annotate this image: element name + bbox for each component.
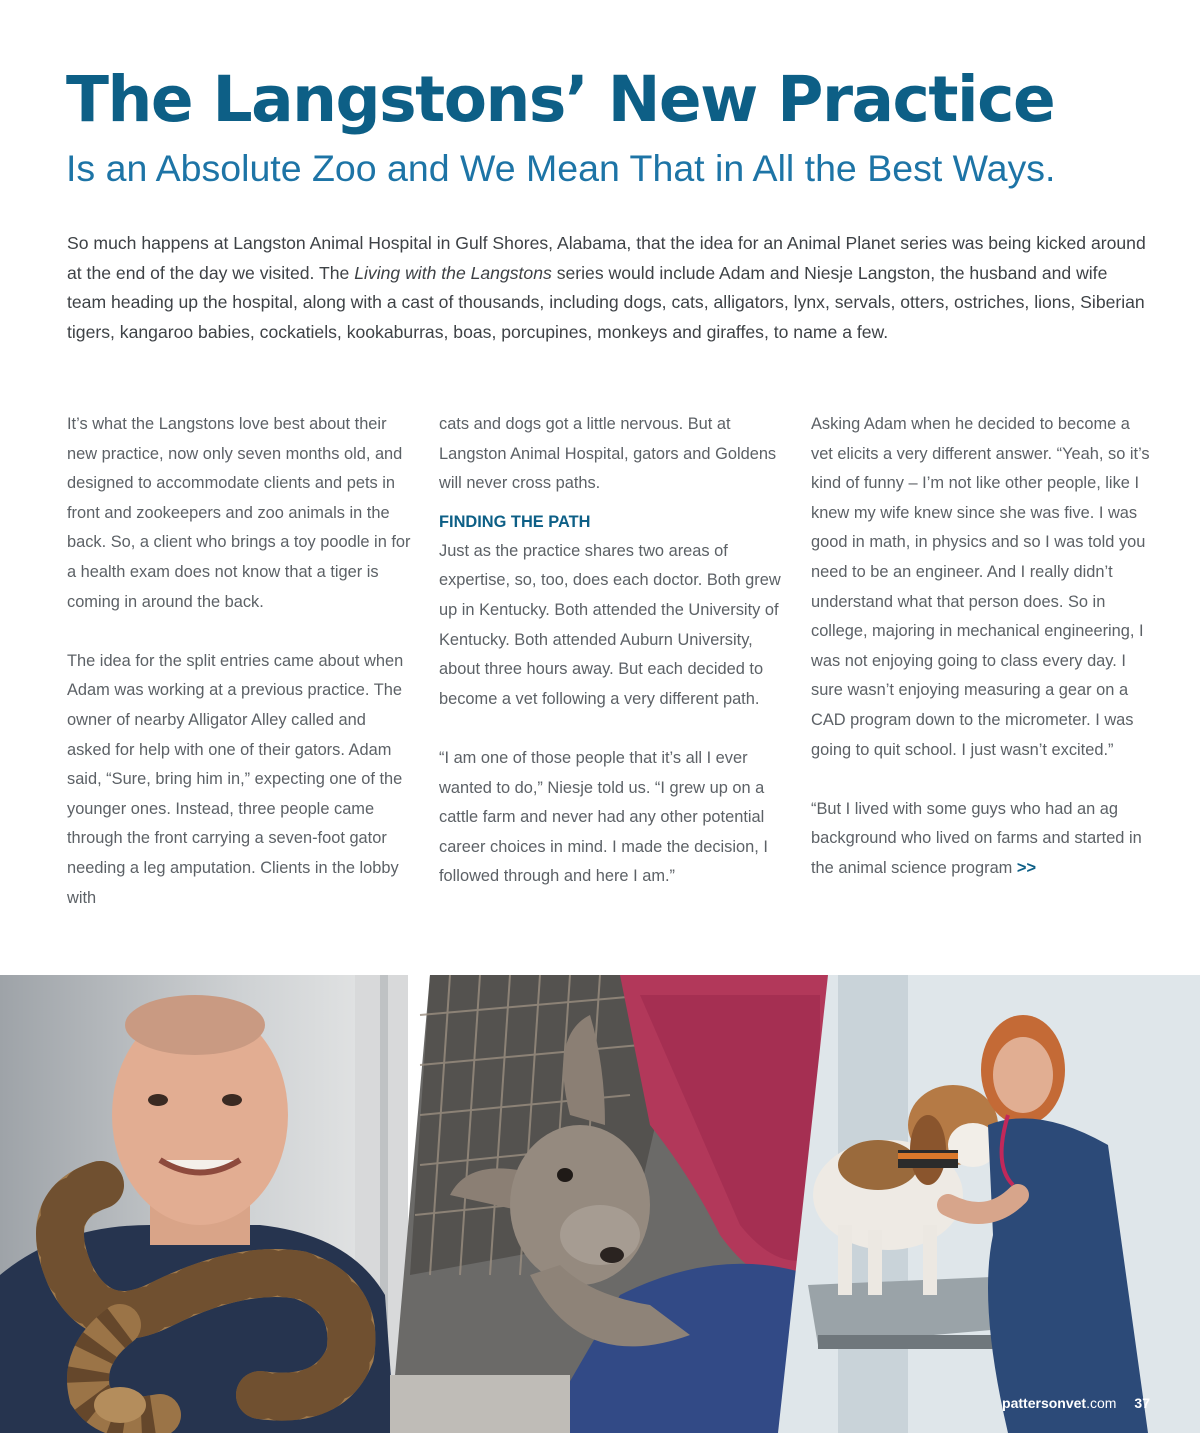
footer-site-bold: pattersonvet (1002, 1395, 1087, 1411)
photo-kangaroo-joey-image (390, 975, 830, 1433)
column-3-paragraph-2 (811, 795, 1156, 884)
column-3-paragraph-2-text: “But I lived with some guys who had an ag background who lived on farms and started in the animal science program (811, 799, 1142, 877)
article-column-3 (811, 410, 1156, 884)
photo-kangaroo-joey (390, 975, 830, 1433)
article-column-2 (439, 410, 784, 892)
column-1-paragraph-1: It’s what the Langstons love best about their new practice, now only seven months old, and designed to accommodate clients and pets in front and zookeepers and zoo animals in the back. So, a client who brings a toy poodle in for a health exam does not know that a tiger is coming in around the back. (67, 415, 411, 611)
column-2-paragraph-1: cats and dogs got a little nervous. But at Langston Animal Hospital, gators and Goldens will never cross paths. (439, 415, 777, 493)
footer-site (1002, 1395, 1116, 1411)
column-2-paragraph-2: Just as the practice shares two areas of expertise, so, too, does each doctor. Both grew up in Kentucky. Both attended the University of Kentucky. Both attended Auburn University, about three hours away. But each decided to become a vet following a very different path. (439, 541, 781, 708)
photo-man-with-snake-image (0, 975, 408, 1433)
photo-vet-with-dog-image (778, 975, 1200, 1433)
column-3-paragraph-1: Asking Adam when he decided to become a vet elicits a very different answer. “Yeah, so it’s kind of funny – I’m not like other people, like I knew my wife knew since she was five. I was good in math, in physics and so I was told you need to be an engineer. And I really didn’t understand what that person does. So in college, majoring in mechanical engineering, I was not enjoying going to class every day. I sure wasn’t enjoying measuring a gear on a CAD program down to the micrometer. I was going to quit school. I just wasn’t excited.” (811, 415, 1150, 759)
intro-paragraph (67, 229, 1147, 348)
page-number: 37 (1134, 1395, 1150, 1411)
article-subtitle: Is an Absolute Zoo and We Mean That in All the Best Ways. (66, 147, 1056, 189)
page-footer (1002, 1395, 1150, 1411)
article-title: The Langstons’ New Practice (66, 63, 1055, 136)
continue-arrow-marker: >> (1016, 858, 1037, 877)
photo-vet-with-dog (778, 975, 1200, 1433)
article-column-1 (67, 410, 412, 913)
footer-site-suffix: .com (1086, 1395, 1117, 1411)
section-subheading: FINDING THE PATH (439, 512, 591, 531)
intro-text-start: So much happens at Langston Animal Hospital in Gulf Shores, Alabama, that the idea for an Animal Planet series was being kicked around at the end of the day we visited. The (67, 233, 1146, 283)
series-name: Living with the Langstons (354, 262, 552, 283)
column-1-paragraph-2: The idea for the split entries came about when Adam was working at a previous practice. The owner of nearby Alligator Alley called and asked for help with one of their gators. Adam said, “Sure, bring him in,” expecting one of the younger ones. Instead, three people came through the front carrying a seven-foot gator needing a leg amputation. Clients in the lobby with (67, 651, 404, 907)
column-2-paragraph-3: “I am one of those people that it’s all I ever wanted to do,” Niesje told us. “I grew up on a cattle farm and never had any other potential career choices in mind. I made the decision, I followed through and here I am.” (439, 748, 768, 886)
photo-man-with-snake (0, 975, 408, 1433)
intro-text-end: series would include Adam and Niesje Langston, the husband and wife team heading up the hospital, along with a cast of thousands, including dogs, cats, alligators, lynx, servals, otters, ostriches, lions, Siberian tigers, kangaroo babies, cockatiels, kookaburras, boas, porcupines, monkeys and giraffes, to name a few. (67, 262, 1145, 343)
